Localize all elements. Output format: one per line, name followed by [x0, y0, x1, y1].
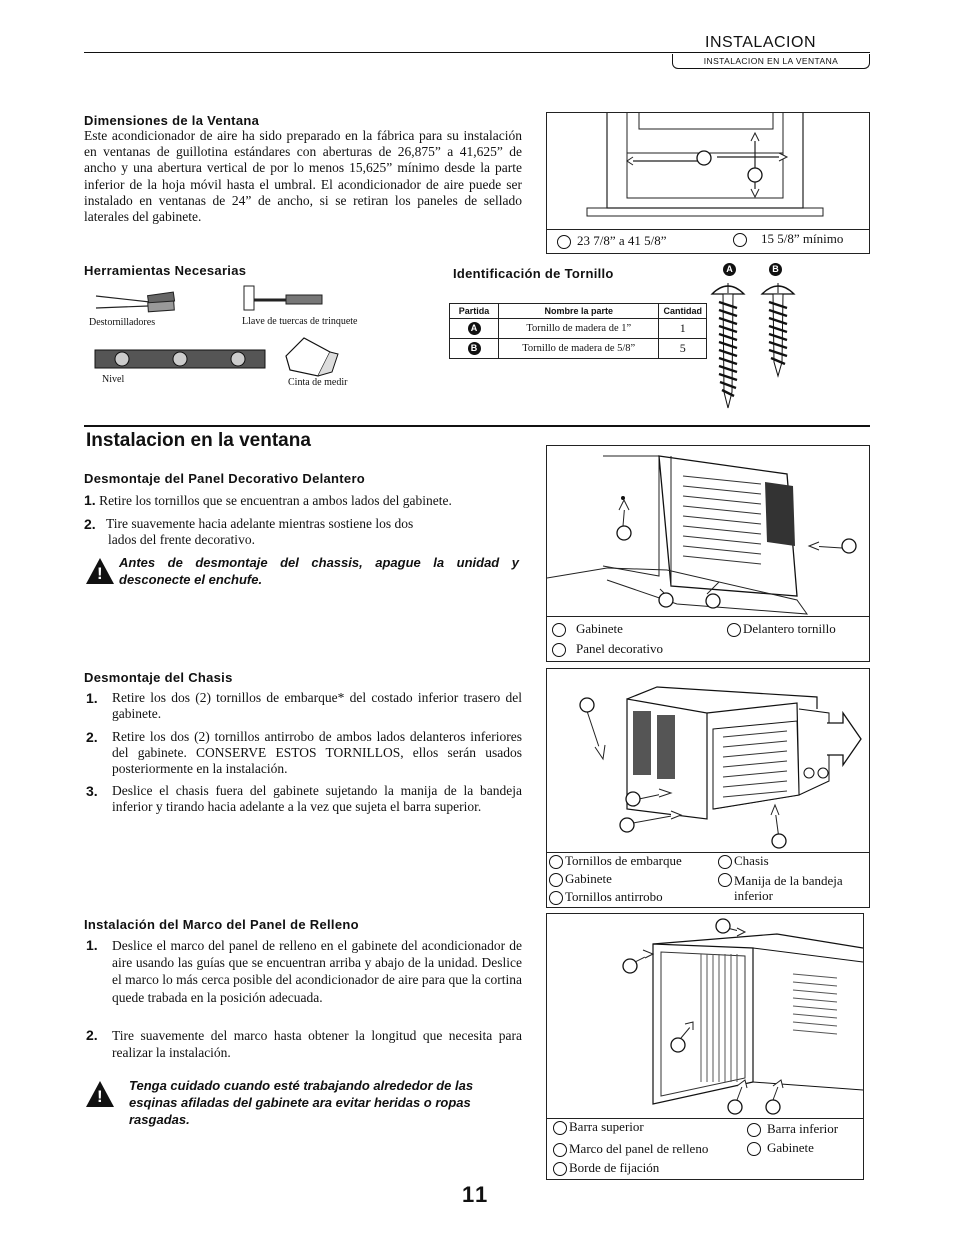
filler-frame-figure — [546, 913, 864, 1180]
screw-id-title: Identificación de Tornillo — [453, 266, 614, 281]
filler-frame-step-2: 2. Tire suavemente del marco hasta obtener la longitud que necesita para realizar la instalación. — [86, 1027, 522, 1061]
legend-decorative-panel: Panel decorativo — [552, 641, 663, 657]
callout-circle — [549, 855, 563, 869]
callout-circle — [552, 623, 566, 637]
callout-circle — [552, 643, 566, 657]
legend-shipping-screws: Tornillos de embarque — [549, 853, 682, 869]
screw-label-b: B — [769, 263, 782, 276]
part-qty: 1 — [659, 319, 707, 339]
chassis-step-2: 2. Retire los dos (2) tornillos antirrobo de ambos lados delanteros inferiores del gabinete. CONSERVE ESTOS TORNILLOS, ellos serán usados posteriormente en la instalación. — [86, 729, 522, 777]
callout-circle — [747, 1142, 761, 1156]
front-panel-warning: Antes de desmontaje del chassis, apague la unidad y desconecte el enchufe. — [119, 555, 519, 587]
legend-top-bar: Barra superior — [553, 1119, 644, 1135]
legend-antitheft-screws: Tornillos antirrobo — [549, 889, 663, 905]
window-dimensions-body: Este acondicionador de aire ha sido preparado en la fábrica para su instalación en ventanas de guillotina estándares con aberturas de 26,875” a 41,625” de ancho y una abertura vertical de por lo menos 15,625” mínimo desde la parte inferior de la hoja móvil hasta el umbral. El acondicionador de aire puede ser instalado en ventanas de 24” de ancho, si se retiran los paneles de sellado laterales del gabinete. — [84, 128, 522, 225]
window-illustration — [547, 113, 869, 233]
wood-screw-b-icon — [758, 280, 798, 380]
header-section: INSTALACION — [705, 34, 816, 51]
table-row — [450, 319, 707, 339]
tool-label-tape: Cinta de medir — [288, 377, 348, 388]
callout-circle — [733, 233, 747, 247]
callout-circle — [553, 1162, 567, 1176]
legend-chassis: Chasis — [718, 853, 769, 869]
header-subsection: INSTALACION EN LA VENTANA — [703, 56, 839, 66]
callout-circle — [557, 235, 571, 249]
window-legend-rule — [547, 229, 869, 230]
callout-circle — [718, 855, 732, 869]
wood-screw-a-icon — [708, 280, 748, 412]
screw-table — [449, 303, 707, 359]
front-panel-step-1: 1. Retire los tornillos que se encuentran a ambos lados del gabinete. — [84, 492, 452, 508]
filler-frame-warning: Tenga cuidado cuando esté trabajando alrededor de las esqinas afiladas del gabinete ara evitar heridas o ropas rasgadas. — [129, 1078, 474, 1127]
legend-bottom-bar: Barra inferior — [747, 1121, 838, 1137]
tool-label-ratchet: Llave de tuercas de trinquete — [242, 316, 358, 327]
screwdrivers-icon — [90, 282, 186, 322]
part-badge: B — [468, 342, 481, 355]
warning-icon: ! — [86, 558, 114, 584]
col-part: Partida — [450, 304, 499, 319]
callout-circle — [549, 873, 563, 887]
tools-title: Herramientas Necesarias — [84, 263, 247, 278]
chassis-figure — [546, 668, 870, 908]
legend-tray-handle: Manija de la bandeja inferior — [718, 873, 844, 904]
warning-icon: ! — [86, 1081, 114, 1107]
callout-circle — [553, 1143, 567, 1157]
window-dimensions-title: Dimensiones de la Ventana — [84, 113, 260, 128]
decorative-panel-illustration — [547, 446, 869, 618]
callout-circle — [553, 1121, 567, 1135]
legend-cabinet: Gabinete — [549, 871, 612, 887]
header-rule — [84, 52, 870, 53]
legend-gabinete: Gabinete — [552, 621, 623, 637]
chassis-illustration — [547, 669, 869, 853]
callout-circle — [747, 1123, 761, 1137]
part-qty: 5 — [659, 339, 707, 359]
front-panel-figure — [546, 445, 870, 662]
col-qty: Cantidad — [659, 304, 707, 319]
window-figure — [546, 112, 870, 254]
chassis-step-1: 1. Retire los dos (2) tornillos de embarque* del costado inferior trasero del gabinete. — [86, 690, 522, 722]
legend-cabinet: Gabinete — [747, 1140, 814, 1156]
page-number: 11 — [462, 1182, 490, 1207]
main-title-rule — [84, 425, 870, 427]
level-icon — [94, 346, 266, 372]
chassis-step-3: 3. Deslice el chasis fuera del gabinete sujetando la manija de la bandeja inferior y tirando hacia adelante a la vez que sujeta el barra superior. — [86, 783, 522, 815]
legend-front-screw: Delantero tornillo — [727, 621, 836, 637]
col-name: Nombre la parte — [499, 304, 659, 319]
screw-label-a: A — [723, 263, 736, 276]
tape-measure-icon — [282, 334, 342, 380]
callout-circle — [549, 891, 563, 905]
legend-height: 15 5/8” mínimo — [733, 231, 843, 247]
tool-label-level: Nivel — [102, 374, 125, 385]
legend-rule — [547, 616, 869, 617]
part-name: Tornillo de madera de 1” — [499, 319, 659, 339]
legend-width: 23 7/8” a 41 5/8” — [557, 233, 667, 249]
legend-fixing-edge: Borde de fijación — [553, 1160, 659, 1176]
main-title: Instalacion en la ventana — [86, 430, 311, 451]
filler-frame-step-1: 1. Deslice el marco del panel de relleno en el gabinete del acondicionador de aire usando las guías que se encuentran arriba y abajo de la unidad. Deslice el marco lo más cerca posible del acondicionador de aire para que la cortina quede trabada en la posición adecuada. — [86, 937, 522, 1005]
part-badge: A — [468, 322, 481, 335]
table-header-row — [450, 304, 707, 319]
chassis-title: Desmontaje del Chasis — [84, 670, 233, 685]
filler-frame-illustration — [547, 914, 863, 1118]
header-subsection-tab — [672, 54, 870, 69]
callout-circle — [718, 873, 732, 887]
part-name: Tornillo de madera de 5/8” — [499, 339, 659, 359]
table-row — [450, 339, 707, 359]
legend-filler-frame: Marco del panel de relleno — [553, 1141, 708, 1157]
filler-frame-title: Instalación del Marco del Panel de Relleno — [84, 917, 359, 932]
front-panel-title: Desmontaje del Panel Decorativo Delantero — [84, 471, 366, 486]
callout-circle — [727, 623, 741, 637]
tool-label-screwdrivers: Destornilladores — [89, 317, 156, 328]
